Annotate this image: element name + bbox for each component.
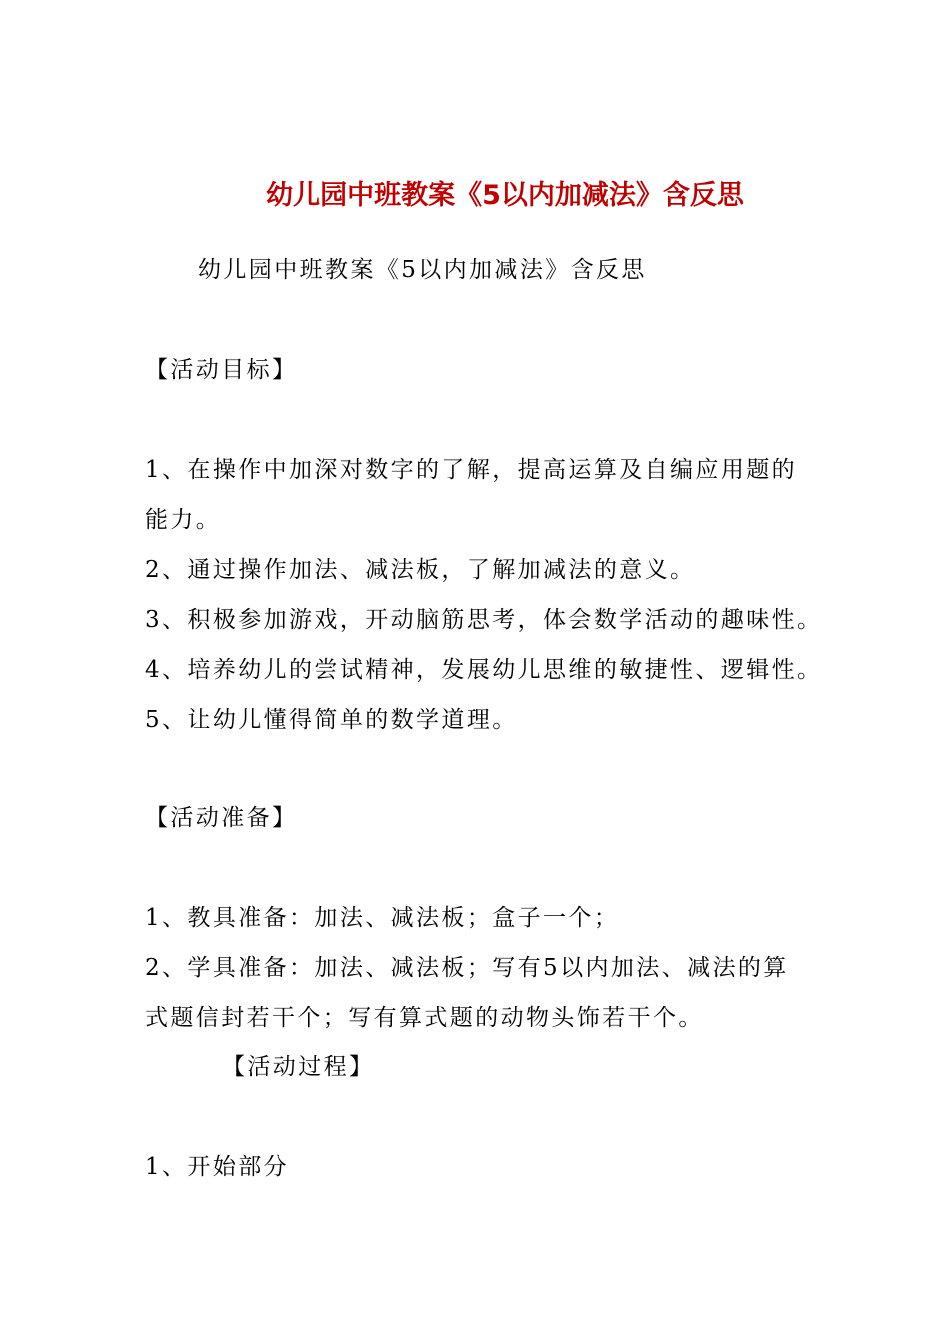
process-heading: 【活动过程】 (222, 1054, 375, 1080)
goals-line: 4、培养幼儿的尝试精神，发展幼儿思维的敏捷性、逻辑性。 (145, 657, 823, 683)
document-subtitle: 幼儿园中班教案《5以内加减法》含反思 (198, 257, 647, 283)
goals-heading: 【活动目标】 (145, 357, 298, 383)
goals-line: 3、积极参加游戏，开动脑筋思考，体会数学活动的趣味性。 (145, 607, 823, 633)
process-line: 1、开始部分 (145, 1154, 290, 1180)
goals-line: 1、在操作中加深对数字的了解，提高运算及自编应用题的 (145, 457, 798, 483)
preparation-line: 2、学具准备：加法、减法板；写有5以内加法、减法的算 (145, 955, 789, 981)
preparation-heading: 【活动准备】 (145, 805, 298, 831)
preparation-line: 式题信封若干个；写有算式题的动物头饰若干个。 (145, 1005, 704, 1031)
document-title: 幼儿园中班教案《5以内加减法》含反思 (266, 180, 744, 211)
goals-line: 2、通过操作加法、减法板，了解加减法的意义。 (145, 557, 696, 583)
goals-line: 能力。 (145, 507, 222, 533)
goals-line: 5、让幼儿懂得简单的数学道理。 (145, 707, 518, 733)
preparation-line: 1、教具准备：加法、减法板；盒子一个； (145, 905, 620, 931)
